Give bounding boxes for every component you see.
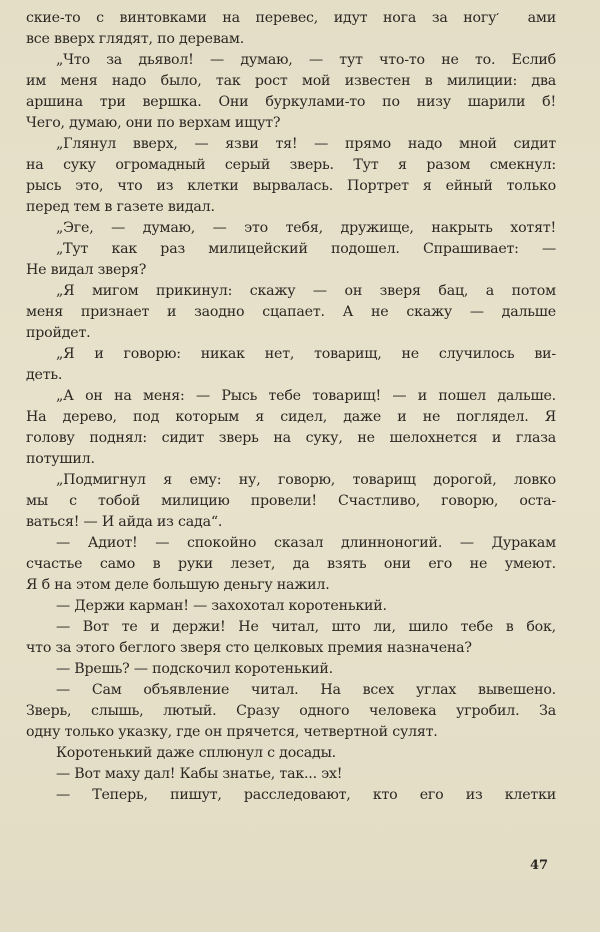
text-line: „Тут как раз милицейский подошел. Спрашивает: — — [56, 241, 556, 257]
text-line: рысь это, что из клетки вырвалась. Портрет я ейный только — [26, 178, 556, 194]
text-line: — Теперь, пишут, расследовают, кто его из клетки — [56, 787, 556, 803]
text-line: меня признает и заодно сцапает. А не скажу — дальше — [26, 304, 556, 320]
text-line: пройдет. — [26, 325, 91, 341]
text-line: перед тем в газете видал. — [26, 199, 215, 215]
text-line: все вверх глядят, по деревам. — [26, 31, 245, 47]
text-line: счастье само в руки лезет, да взять они его не умеют. — [26, 556, 556, 572]
text-line: деть. — [26, 367, 63, 383]
text-line: ские-то с винтовками на перевес, идут нога за ногу ̒ ами — [26, 10, 556, 26]
text-line: „Глянул вверх, — язви тя! — прямо надо мной сидит — [56, 136, 556, 152]
text-line: мы с тобой милицию провели! Счастливо, говорю, оста- — [26, 493, 556, 509]
text-line: На дерево, под которым я сидел, даже и не поглядел. Я — [26, 409, 556, 425]
text-line: одну только указку, где он прячется, четвертной сулят. — [26, 724, 438, 740]
text-line: „Эге, — думаю, — это тебя, дружище, накрыть хотят! — [56, 220, 556, 236]
text-line: им меня надо было, так рост мой известен в милиции: два — [26, 73, 556, 89]
text-line: Чего, думаю, они по верхам ищут? — [26, 115, 281, 131]
text-line: — Вот маху дал! Кабы знатье, так... эх! — [56, 766, 343, 782]
text-line: Зверь, слышь, лютый. Сразу одного человека угробил. За — [26, 703, 556, 719]
text-line: — Сам объявление читал. На всех углах вывешено. — [56, 682, 556, 698]
text-line: — Врешь? — подскочил коротенький. — [56, 661, 333, 677]
text-line: Коротенький даже сплюнул с досады. — [56, 745, 336, 761]
page-number: 47 — [530, 858, 549, 873]
text-line: голову поднял: сидит зверь на суку, не шелохнется и глаза — [26, 430, 556, 446]
text-line: — Адиот! — спокойно сказал длинноногий. — Дуракам — [56, 535, 556, 551]
text-line: аршина три вершка. Они буркулами-то по низу шарили б! — [26, 94, 556, 110]
page-text — [26, 8, 556, 806]
text-line: ваться! — И айда из сада“. — [26, 514, 223, 530]
text-line: что за этого беглого зверя сто целковых премия назначена? — [26, 640, 472, 656]
text-line: „Что за дьявол! — думаю, — тут что-то не то. Еслиб — [56, 52, 556, 68]
text-line: „А он на меня: — Рысь тебе товарищ! — и пошел дальше. — [56, 388, 556, 404]
text-line: — Держи карман! — захохотал коротенький. — [56, 598, 387, 614]
text-line: на суку огромадный серый зверь. Тут я разом смекнул: — [26, 157, 556, 173]
text-line: „Я мигом прикинул: скажу — он зверя бац, а потом — [56, 283, 556, 299]
text-line: потушил. — [26, 451, 95, 467]
text-line: „Подмигнул я ему: ну, говорю, товарищ дорогой, ловко — [56, 472, 556, 488]
text-line: — Вот те и держи! Не читал, што ли, шило тебе в бок, — [56, 619, 556, 635]
text-line: Я б на этом деле большую деньгу нажил. — [26, 577, 330, 593]
text-line: Не видал зверя? — [26, 262, 147, 278]
text-line: „Я и говорю: никак нет, товарищ, не случилось ви- — [56, 346, 556, 362]
